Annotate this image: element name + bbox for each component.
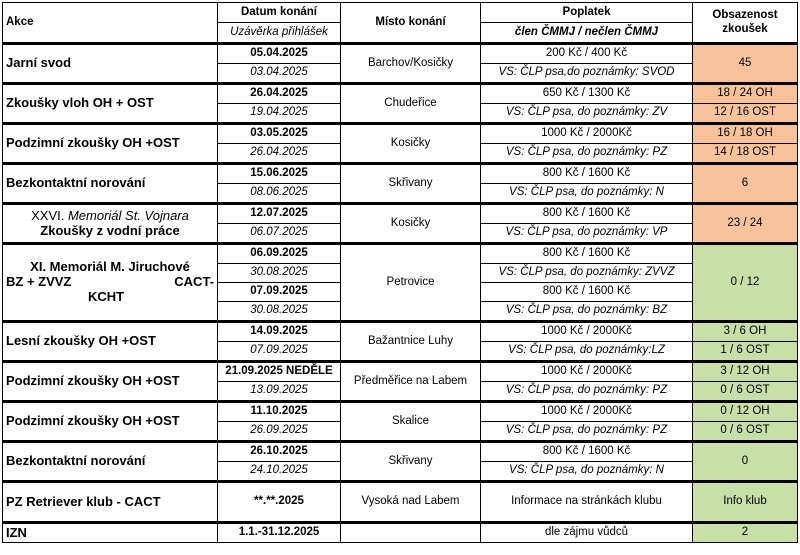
event-capacity: 23 / 24 bbox=[693, 204, 798, 244]
event-fee: 1000 Kč / 2000Kč bbox=[481, 402, 693, 422]
event-name: Jarní svod bbox=[3, 44, 218, 84]
event-vs: VS: ČLP psa, do poznámky: PZ bbox=[481, 422, 693, 442]
event-vs: VS: ČLP psa,do poznámky: SVOD bbox=[481, 64, 693, 84]
event-date: 05.04.2025 bbox=[218, 44, 341, 64]
event-fee: 800 Kč / 1600 Kč bbox=[481, 164, 693, 184]
event-place: Skalice bbox=[341, 402, 481, 442]
event-place: Předměřice na Labem bbox=[341, 362, 481, 402]
table-row bbox=[3, 402, 798, 422]
event-deadline: 26.09.2025 bbox=[218, 422, 341, 442]
event-capacity-oh: 16 / 18 OH bbox=[693, 124, 798, 144]
table-row bbox=[3, 322, 798, 342]
schedule-table bbox=[2, 2, 798, 543]
event-place: Kosičky bbox=[341, 124, 481, 164]
event-deadline: 30.08.2025 bbox=[218, 302, 341, 322]
table-row bbox=[3, 523, 798, 543]
event-deadline: 08.06.2025 bbox=[218, 184, 341, 204]
event-place: Bažantnice Luhy bbox=[341, 322, 481, 362]
event-name: Bezkontaktní norování bbox=[3, 164, 218, 204]
event-date: 15.06.2025 bbox=[218, 164, 341, 184]
event-place: Kosičky bbox=[341, 204, 481, 244]
event-fee: 200 Kč / 400 Kč bbox=[481, 44, 693, 64]
event-place: Skřivany bbox=[341, 164, 481, 204]
event-name: PZ Retriever klub - CACT bbox=[3, 482, 218, 523]
event-date: 11.10.2025 bbox=[218, 402, 341, 422]
event-capacity: 45 bbox=[693, 44, 798, 84]
event-capacity: 6 bbox=[693, 164, 798, 204]
event-deadline: 03.04.2025 bbox=[218, 64, 341, 84]
event-date: 06.09.2025 bbox=[218, 244, 341, 264]
event-deadline: 07.09.2025 bbox=[218, 342, 341, 362]
header-obsazenost-2: zkoušek bbox=[722, 22, 768, 35]
event-date: 03.05.2025 bbox=[218, 124, 341, 144]
table-row bbox=[3, 44, 798, 64]
event-capacity-ost: 0 / 6 OST bbox=[693, 422, 798, 442]
event-fee: Informace na stránkách klubu bbox=[481, 482, 693, 523]
event-name-line2b: CACT- bbox=[174, 274, 214, 290]
event-place: Vysoká nad Labem bbox=[341, 482, 481, 523]
event-name: Podzimní zkoušky OH +OST bbox=[3, 402, 218, 442]
event-name-line1: XI. Memoriál M. Jiruchové bbox=[30, 259, 190, 275]
event-capacity: 2 bbox=[693, 523, 798, 543]
event-name-line2: Zkoušky z vodní práce bbox=[40, 222, 180, 238]
table-row bbox=[3, 204, 798, 224]
event-deadline: 19.04.2025 bbox=[218, 104, 341, 124]
event-name-line2a: BZ + ZVVZ bbox=[6, 274, 72, 290]
event-date: 12.07.2025 bbox=[218, 204, 341, 224]
event-date: 26.10.2025 bbox=[218, 442, 341, 462]
event-fee: 800 Kč / 1600 Kč bbox=[481, 204, 693, 224]
event-capacity: Info klub bbox=[693, 482, 798, 523]
event-vs: VS: ČLP psa, do poznámky: ZVVZ bbox=[481, 264, 693, 283]
event-date: 07.09.2025 bbox=[218, 283, 341, 302]
event-capacity-ost: 14 / 18 OST bbox=[693, 144, 798, 164]
event-name bbox=[3, 204, 218, 244]
event-name-line1: XXVI. bbox=[31, 207, 68, 223]
table-row bbox=[3, 482, 798, 523]
event-fee: 1000 Kč / 2000Kč bbox=[481, 362, 693, 382]
header-obsazenost bbox=[693, 3, 798, 44]
event-place: Barchov/Kosičky bbox=[341, 44, 481, 84]
event-capacity-oh: 0 / 12 OH bbox=[693, 402, 798, 422]
event-place bbox=[341, 523, 481, 543]
event-vs: VS: ČLP psa, do poznámky: N bbox=[481, 462, 693, 482]
event-fee: 1000 Kč / 2000Kč bbox=[481, 124, 693, 144]
event-capacity-oh: 3 / 12 OH bbox=[693, 362, 798, 382]
event-name-line1-italic: Memoriál St. Vojnara bbox=[67, 207, 189, 223]
event-name: IZN bbox=[3, 523, 218, 543]
table-row bbox=[3, 362, 798, 382]
event-capacity-ost: 12 / 16 OST bbox=[693, 104, 798, 124]
event-name bbox=[3, 244, 218, 322]
event-name: Podzimní zkoušky OH +OST bbox=[3, 362, 218, 402]
event-date: 1.1.-31.12.2025 bbox=[218, 523, 341, 543]
event-date: 26.04.2025 bbox=[218, 84, 341, 104]
event-date: 14.09.2025 bbox=[218, 322, 341, 342]
event-capacity: 0 / 12 bbox=[693, 244, 798, 322]
event-vs: VS: ČLP psa, do poznámky: PZ bbox=[481, 382, 693, 402]
event-vs: VS: ČLP psa, do poznámky:LZ bbox=[481, 342, 693, 362]
header-misto: Místo konání bbox=[341, 3, 481, 44]
event-date: **.**.2025 bbox=[218, 482, 341, 523]
event-fee: dle zájmu vůdců bbox=[481, 523, 693, 543]
event-deadline: 13.09.2025 bbox=[218, 382, 341, 402]
event-capacity: 0 bbox=[693, 442, 798, 482]
event-deadline: 06.07.2025 bbox=[218, 224, 341, 244]
event-date: 21.09.2025 NEDĚLE bbox=[218, 362, 341, 382]
table-row bbox=[3, 164, 798, 184]
event-fee: 650 Kč / 1300 Kč bbox=[481, 84, 693, 104]
table-row bbox=[3, 124, 798, 144]
event-name: Zkoušky vloh OH + OST bbox=[3, 84, 218, 124]
event-name: Lesní zkoušky OH +OST bbox=[3, 322, 218, 362]
event-vs: VS: ČLP psa, do poznámky: N bbox=[481, 184, 693, 204]
event-vs: VS: ČLP psa, do poznámky: VP bbox=[481, 224, 693, 244]
event-vs: VS: ČLP psa, do poznámky: PZ bbox=[481, 144, 693, 164]
table-row bbox=[3, 84, 798, 104]
header-poplatek: Poplatek bbox=[481, 3, 693, 23]
header-datum: Datum konání bbox=[218, 3, 341, 23]
event-place: Petrovice bbox=[341, 244, 481, 322]
event-capacity-ost: 0 / 6 OST bbox=[693, 382, 798, 402]
event-capacity-ost: 1 / 6 OST bbox=[693, 342, 798, 362]
event-vs: VS: ČLP psa, do poznámky: BZ bbox=[481, 302, 693, 322]
event-fee: 800 Kč / 1600 Kč bbox=[481, 442, 693, 462]
event-deadline: 26.04.2025 bbox=[218, 144, 341, 164]
event-capacity-oh: 18 / 24 OH bbox=[693, 84, 798, 104]
event-place: Chudeřice bbox=[341, 84, 481, 124]
event-name-line3: KCHT bbox=[88, 288, 125, 304]
header-clen: člen ČMMJ / nečlen ČMMJ bbox=[481, 23, 693, 44]
event-name: Bezkontaktní norování bbox=[3, 442, 218, 482]
event-vs: VS: ČLP psa, do poznámky: ZV bbox=[481, 104, 693, 124]
event-capacity-oh: 3 / 6 OH bbox=[693, 322, 798, 342]
event-name: Podzimní zkoušky OH +OST bbox=[3, 124, 218, 164]
event-place: Skřivany bbox=[341, 442, 481, 482]
event-deadline: 30.08.2025 bbox=[218, 264, 341, 283]
event-fee: 800 Kč / 1600 Kč bbox=[481, 283, 693, 302]
event-fee: 1000 Kč / 2000Kč bbox=[481, 322, 693, 342]
header-obsazenost-1: Obsazenost bbox=[712, 9, 778, 22]
event-deadline: 24.10.2025 bbox=[218, 462, 341, 482]
table-row bbox=[3, 244, 798, 264]
table-row bbox=[3, 442, 798, 462]
header-uzaverka: Uzávěrka přihlášek bbox=[218, 23, 341, 44]
event-fee: 800 Kč / 1600 Kč bbox=[481, 244, 693, 264]
header-akce: Akce bbox=[3, 3, 218, 44]
